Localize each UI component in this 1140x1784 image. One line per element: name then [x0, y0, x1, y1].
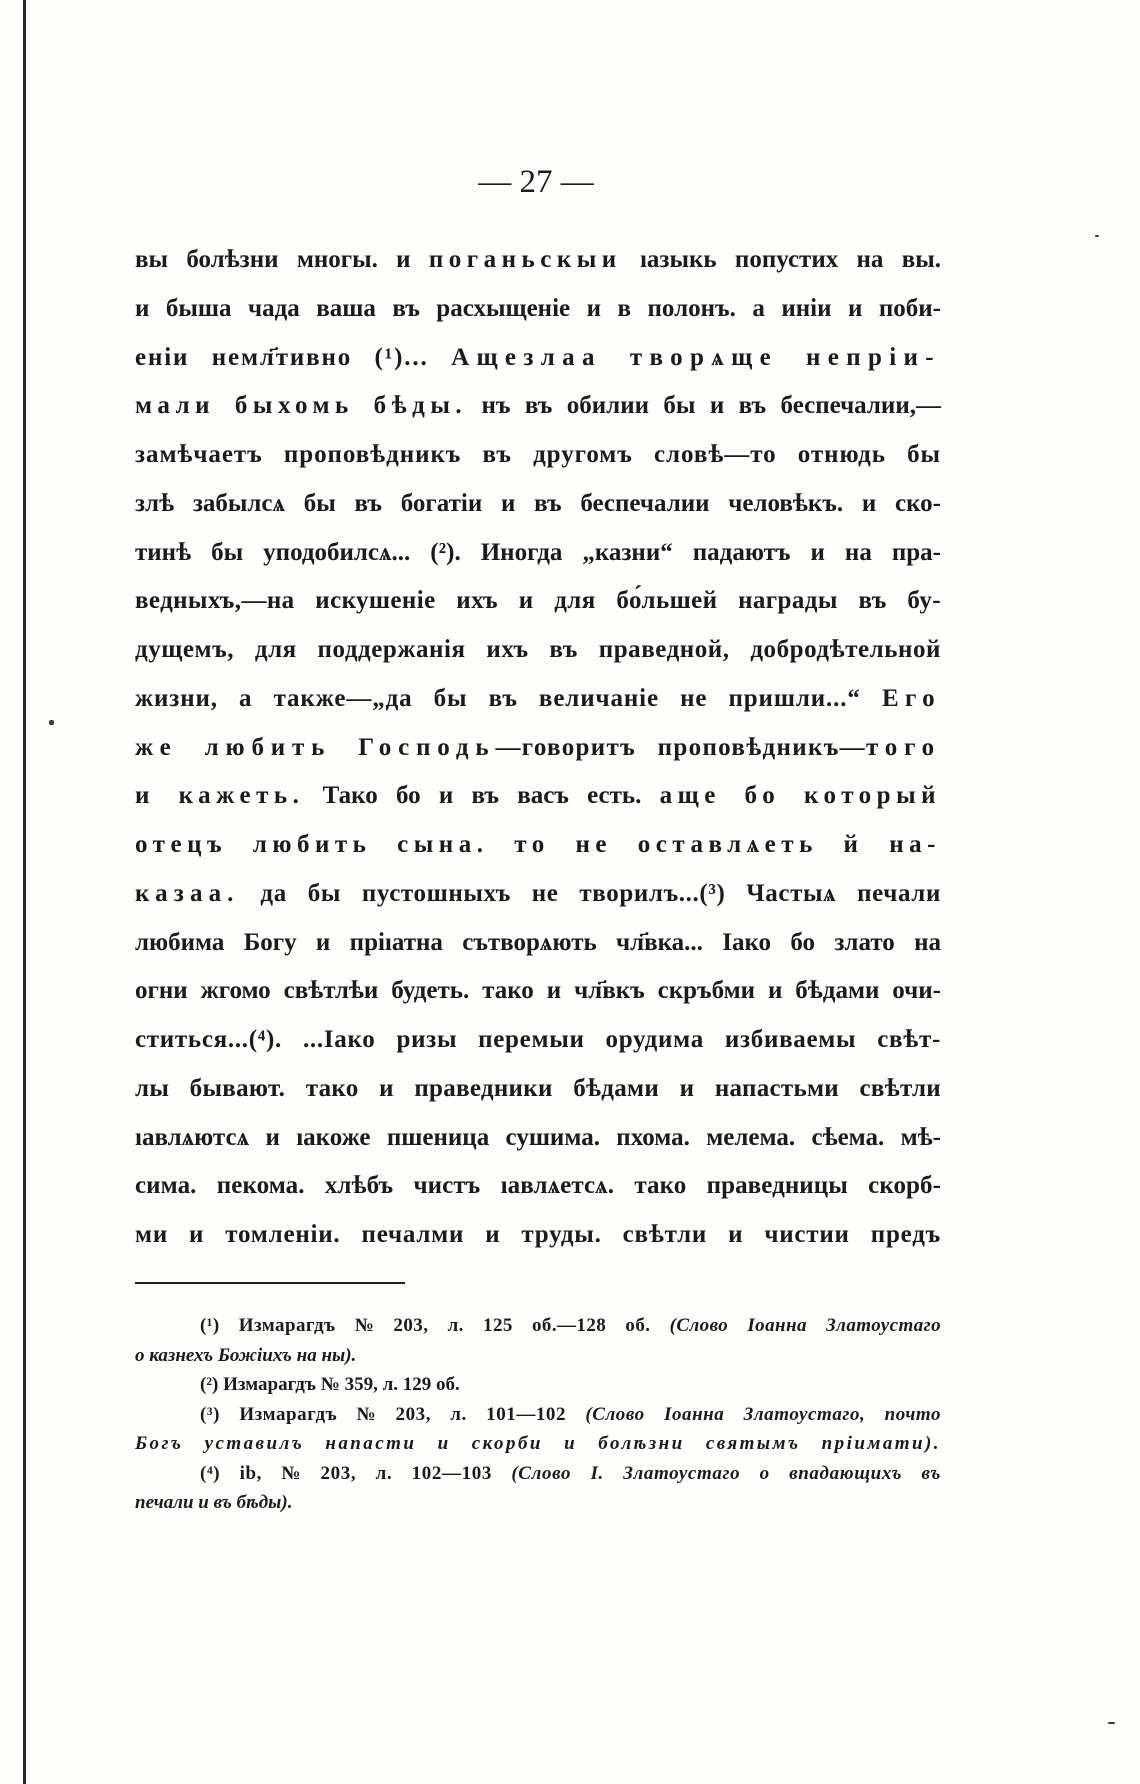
plain-text: (²) Измарагдъ № 359, л. 129 об. — [200, 1374, 460, 1395]
plain-text: ми и томленіи. печалми и труды. свѣтли и чистии предъ — [135, 1221, 941, 1248]
plain-text: жизни, а также—„да бы въ величаніе не пришли...“ — [135, 684, 882, 712]
spaced-text: поганьскыи — [428, 246, 622, 273]
plain-text: Тако бо и въ васъ есть. — [304, 782, 660, 810]
plain-text: (⁴) ib, № 203, л. 102—103 — [200, 1462, 512, 1484]
footnote-line-text — [135, 1492, 292, 1513]
footnote-line-text — [200, 1315, 941, 1336]
plain-text: нъ въ обилии бы и въ беспечалии,— — [467, 392, 941, 420]
spaced-text: казаа. — [135, 879, 240, 907]
page-number: — 27 — — [478, 164, 594, 200]
body-line-text — [135, 734, 941, 761]
footnote-line-text — [200, 1374, 460, 1395]
footnote-rule — [135, 1282, 405, 1284]
italic-text: Богъ уставилъ напасти и скорби и болѣзни святымъ пріимати). — [135, 1433, 941, 1454]
body-line — [135, 382, 941, 431]
italic-text: (Слово І. Златоустаго о впадающихъ въ — [511, 1462, 941, 1484]
footnote-line-text — [200, 1463, 941, 1484]
body-line-text — [135, 441, 941, 468]
body-line-text — [135, 977, 941, 1004]
scan-speck — [1108, 1722, 1115, 1724]
scan-edge-line — [23, 0, 26, 1784]
body-line — [135, 1016, 941, 1065]
body-line-text — [135, 587, 941, 614]
body-line — [135, 675, 941, 724]
body-line-text — [135, 246, 941, 273]
spaced-text: же любить Господь — [135, 733, 496, 761]
body-line — [135, 724, 941, 773]
body-line-text — [135, 1124, 941, 1151]
body-line — [135, 1211, 941, 1260]
body-line — [135, 431, 941, 480]
italic-text: (Слово Іоанна Златоустаго — [669, 1315, 942, 1336]
plain-text: (³) Измарагдъ № 203, л. 101—102 — [200, 1403, 586, 1425]
body-line-text — [135, 490, 941, 517]
plain-text: лы бывают. тако и праведники бѣдами и напастьми свѣтли — [135, 1074, 941, 1102]
plain-text: (¹) Измарагдъ № 203, л. 125 об.—128 об. — [200, 1315, 670, 1336]
plain-text: —говоритъ проповѣдникъ— — [495, 733, 866, 761]
plain-text: да бы пустошныхъ не творилъ...(³) Частыѧ печали — [239, 879, 941, 907]
body-line-text — [135, 1026, 941, 1053]
plain-text: ıавлѧютсѧ и ıакоже пшеница сушима. пхома. мелема. сѣема. мѣ- — [135, 1123, 941, 1151]
body-line-text — [135, 1221, 941, 1248]
plain-text: огни жгомо свѣтлѣи будеть. тако и чл҃вкъ скръбми и бѣдами очи- — [135, 977, 941, 1005]
spaced-text: того — [865, 733, 941, 761]
spaced-text: аще бо который — [659, 782, 941, 810]
body-line — [135, 577, 941, 626]
footnote-line-text — [135, 1433, 941, 1454]
body-line — [135, 1114, 941, 1163]
plain-text: ведныхъ,—на искушеніе ихъ и для бо́льшей награды въ бу- — [135, 587, 941, 615]
plain-text: дущемъ, для поддержанія ихъ въ праведной, добродѣтельной — [135, 636, 941, 663]
spaced-text: Его — [881, 684, 941, 712]
italic-text: печали и въ бѣды). — [135, 1492, 293, 1513]
body-line-text — [135, 685, 941, 712]
body-line — [135, 821, 941, 870]
footnote-line — [135, 1311, 941, 1341]
plain-text: тинѣ бы уподобилсѧ... (²). Иногда „казни“ падаютъ и на пра- — [135, 538, 941, 566]
body-line-text — [135, 539, 941, 566]
plain-text: злѣ забылсѧ бы въ богатіи и въ беспечалии человѣкъ. и ско- — [135, 489, 941, 517]
body-line — [135, 870, 941, 919]
body-line — [135, 1065, 941, 1114]
plain-text: любима Богу и пріıатна сътворѧють чл҃вка... Іако бо злато на — [135, 928, 941, 956]
footnote-line-text — [200, 1404, 941, 1425]
italic-text: о казнехъ Божіихъ на ны). — [135, 1344, 357, 1366]
body-line — [135, 285, 941, 334]
spaced-text: мали быхомь бѣды. — [135, 392, 468, 420]
body-line-text — [135, 1172, 941, 1199]
footnote-line — [135, 1459, 941, 1489]
body-line — [135, 772, 941, 821]
scan-speck — [49, 720, 54, 725]
plain-text: замѣчаетъ проповѣдникъ въ другомъ словѣ—то отнюдь бы — [135, 441, 941, 468]
main-text — [135, 236, 941, 1260]
spaced-text: отецъ любить сына. то не оставлѧеть й на- — [135, 831, 941, 858]
body-line-text — [135, 1075, 941, 1102]
footnote-line — [135, 1429, 941, 1459]
scan-speck — [1095, 235, 1099, 237]
footnotes — [135, 1311, 941, 1518]
plain-text: и быша чада ваша въ расхыщеніе и в полонъ. а иніи и поби- — [135, 294, 941, 322]
footnote-line — [135, 1370, 941, 1400]
body-line-text — [135, 392, 941, 419]
footnote-line — [135, 1488, 941, 1518]
footnote-line-text — [135, 1345, 356, 1366]
body-line-text — [135, 782, 941, 809]
italic-text: (Слово Іоанна Златоустаго, почто — [585, 1403, 941, 1425]
body-line — [135, 334, 941, 383]
body-line-text — [135, 880, 941, 907]
body-line — [135, 1162, 941, 1211]
body-line-text — [135, 831, 941, 858]
body-line — [135, 919, 941, 968]
body-line — [135, 529, 941, 578]
footnote-line — [135, 1400, 941, 1430]
body-line-text — [135, 929, 941, 956]
body-line — [135, 626, 941, 675]
body-line — [135, 480, 941, 529]
plain-text: ститься...(⁴). ...Іако ризы перемыи орудима избиваемы свѣт- — [135, 1026, 941, 1053]
body-line — [135, 236, 941, 285]
body-line-text — [135, 295, 941, 322]
body-line — [135, 967, 941, 1016]
spaced-text: и кажеть. — [135, 782, 305, 810]
plain-text: вы болѣзни многы. и — [135, 246, 429, 273]
body-line-text — [135, 344, 941, 371]
plain-text: сима. пекома. хлѣбъ чистъ ıавлѧетсѧ. тако праведницы скорб- — [135, 1172, 941, 1200]
plain-text: еніи немл҃тивно (¹)... — [135, 343, 452, 371]
plain-text: ıазыкь попустих на вы. — [621, 246, 941, 273]
spaced-text: Ащезлаа творѧще непріи- — [451, 343, 941, 371]
footnote-line — [135, 1341, 941, 1371]
body-line-text — [135, 636, 941, 663]
